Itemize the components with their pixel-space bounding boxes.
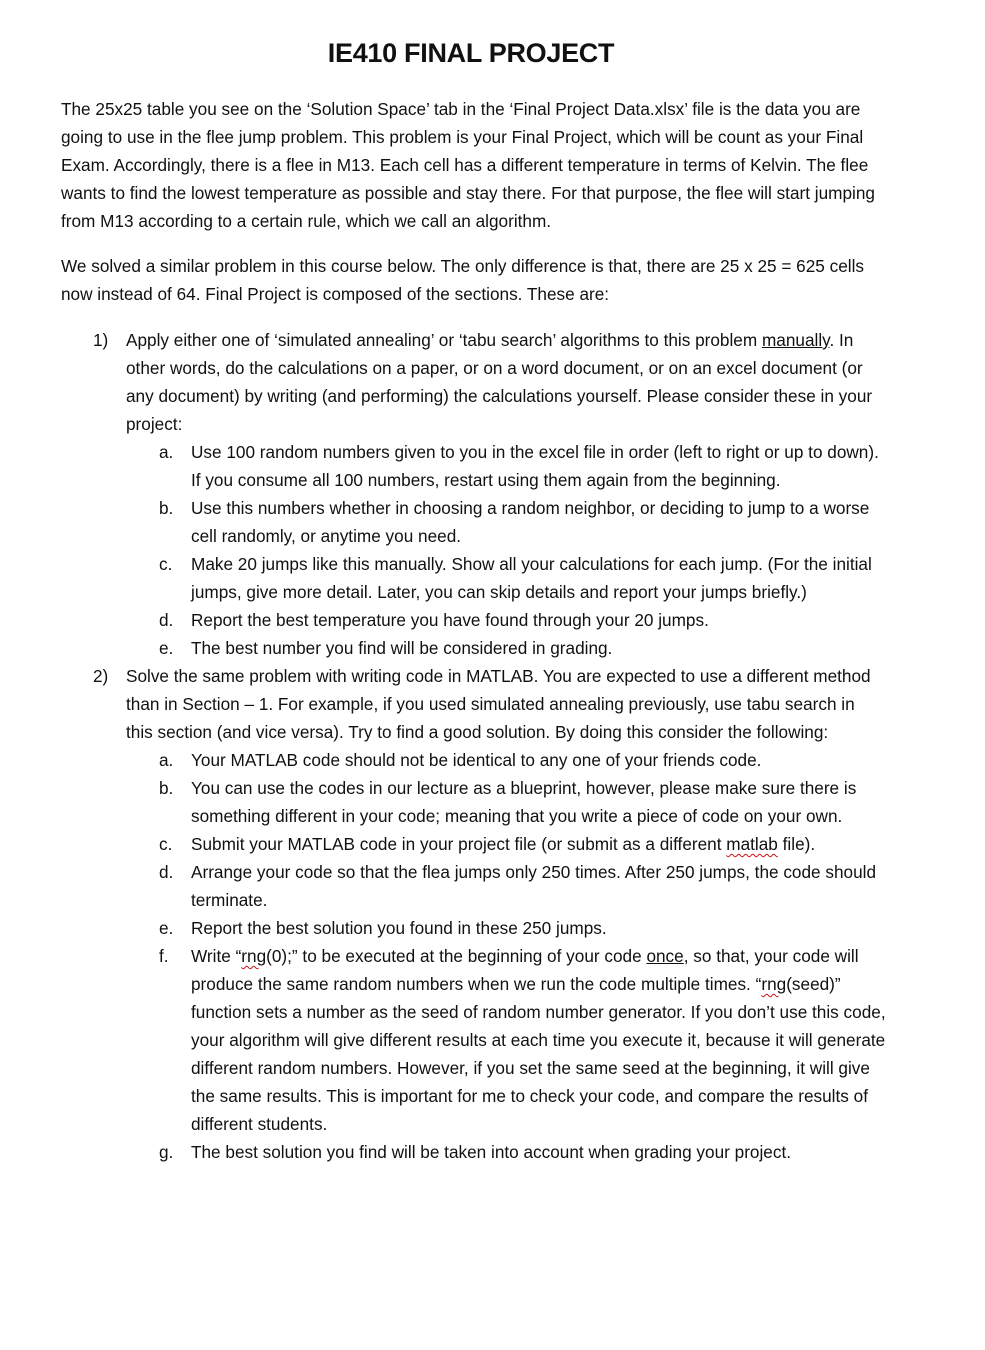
list-item: a. Use 100 random numbers given to you in the excel file in order (left to right or up to down). If you consume all 100 numbers, restart using them again from the beginning. [159,442,879,490]
list-item: e. Report the best solution you found in these 250 jumps. [159,918,607,938]
intro-paragraph: The 25x25 table you see on the ‘Solution Space’ tab in the ‘Final Project Data.xlsx’ file is the data you are going to use in the flee jump problem. This problem is your Final Project, which will be count as your Final Exam. Accordingly, there is a flee in M13. Each cell has a different temperature in terms of Kelvin. The flee wants to find the lowest temperature as possible and stay there. For that purpose, the flee will start jumping from M13 according to a certain rule, which we call an algorithm. [61,99,875,231]
list-item: b. You can use the codes in our lecture as a blueprint, however, please make sure there is something different in your code; meaning that you write a piece of code on your own. [159,778,857,826]
spellcheck-word: rng [761,974,787,994]
list-item: d. Arrange your code so that the flea jumps only 250 times. After 250 jumps, the code should terminate. [159,862,877,910]
spellcheck-word: rng [241,946,267,966]
list-item: b. Use this numbers whether in choosing a random neighbor, or deciding to jump to a worse cell randomly, or anytime you need. [159,498,870,546]
spellcheck-word: matlab [726,834,778,854]
list-item: f. Write “rng(0);” to be executed at the beginning of your code once, so that, your code will produce the same random numbers when we run the code multiple times. “rng(seed)” function sets a number as the seed of random number generator. If you don’t use this code, your algorithm will give different results at each time you execute it, because it will generate different random numbers. However, if you set the same seed at the beginning, it will give the same results. This is important for me to check your code, and compare the results of different students. [159,946,886,1134]
section-number: 2) [93,666,109,686]
sections-list [0,326,985,1166]
list-item: g. The best solution you find will be taken into account when grading your project. [159,1142,792,1162]
section-1-items [126,438,886,662]
section-2 [0,662,886,1166]
section-2-items [126,746,886,1166]
list-item: c. Make 20 jumps like this manually. Show all your calculations for each jump. (For the initial jumps, give more detail. Later, you can skip details and report your jumps briefly.) [159,554,872,602]
section-1-text: Apply either one of ‘simulated annealing’ or ‘tabu search’ algorithms to this problem manually. In other words, do the calculations on a paper, or on a word document, or on an excel document (or any document) by writing (and performing) the calculations yourself. Please consider these in your project: [126,330,873,434]
list-item: c. Submit your MATLAB code in your project file (or submit as a different matlab file). [159,834,816,854]
underlined-word: once [646,946,684,966]
list-item: a. Your MATLAB code should not be identical to any one of your friends code. [159,750,762,770]
list-item: d. Report the best temperature you have found through your 20 jumps. [159,610,709,630]
section-2-text: Solve the same problem with writing code in MATLAB. You are expected to use a different method than in Section – 1. For example, if you used simulated annealing previously, use tabu search in this section (and vice versa). Try to find a good solution. By doing this consider the following: [126,666,871,742]
list-item: e. The best number you find will be considered in grading. [159,638,613,658]
section-1 [0,326,886,662]
intro-paragraph-2: We solved a similar problem in this course below. The only difference is that, there are 25 x 25 = 625 cells now instead of 64. Final Project is composed of the sections. These are: [61,256,864,304]
underlined-word: manually [761,330,830,350]
section-number: 1) [93,330,109,350]
page-title: IE410 FINAL PROJECT [327,38,615,68]
